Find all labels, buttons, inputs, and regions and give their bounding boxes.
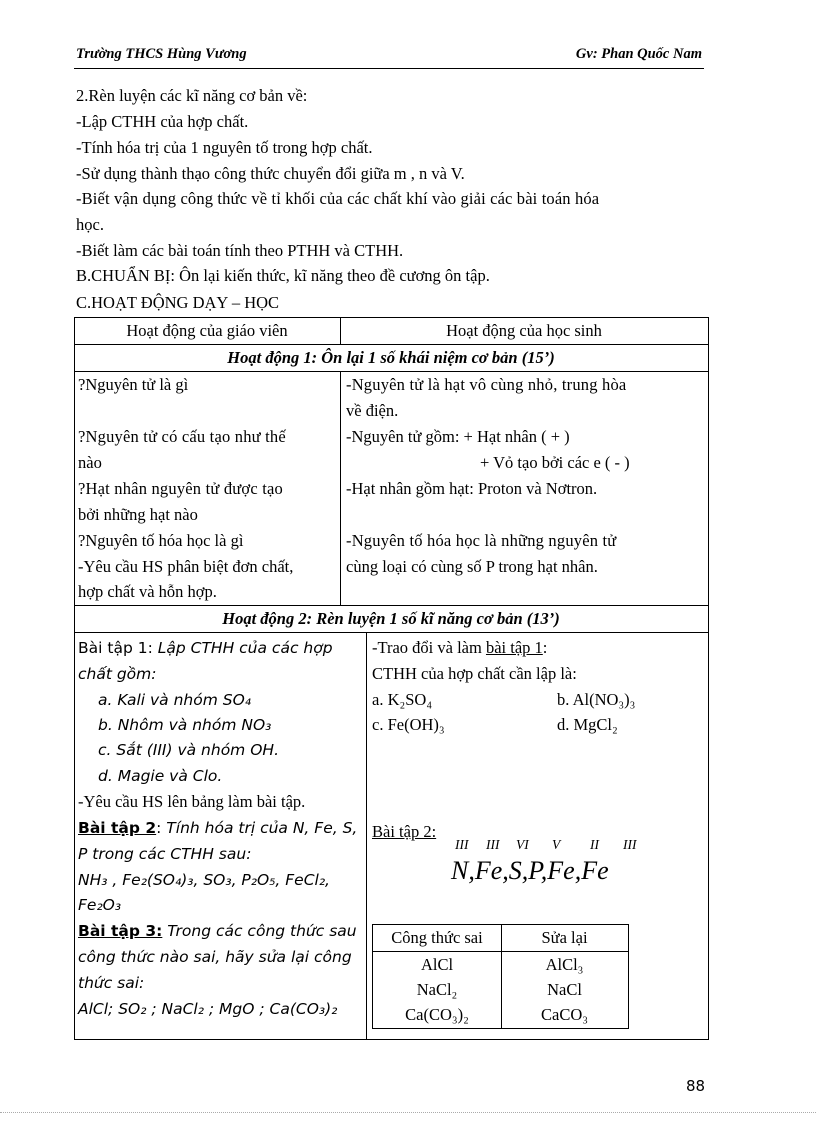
element-symbol: S bbox=[508, 856, 522, 885]
exercise-1-ref: bài tập 1 bbox=[485, 638, 543, 657]
exercise-2-answer-label: Bài tập 2: bbox=[372, 822, 437, 841]
column-header-teacher: Hoạt động của giáo viên bbox=[126, 321, 288, 340]
exercise-3-label: Bài tập 3: bbox=[78, 922, 163, 940]
exercise-2-text: P trong các CTHH sau: bbox=[78, 845, 252, 863]
column-header-student: Hoạt động của học sinh bbox=[446, 321, 602, 340]
skill-item: -Sử dụng thành thạo công thức chuyển đổi giữa m , n và V. bbox=[76, 164, 465, 183]
table-rule bbox=[74, 632, 708, 633]
exercise-1-answer: d. MgCl₂ bbox=[557, 715, 618, 734]
teacher-question: ?Nguyên tử là gì bbox=[78, 375, 189, 394]
element-symbol: P bbox=[528, 856, 541, 885]
teacher-question: ?Nguyên tử có cấu tạo như thế bbox=[78, 427, 286, 446]
wrong-formula: NaCl₂ bbox=[416, 980, 458, 999]
exercise-1-answer-intro bbox=[372, 635, 547, 661]
exercise-2-formulas: NH₃ , Fe₂(SO₄)₃, SO₃, P₂O₅, FeCl₂, bbox=[78, 871, 330, 889]
teacher-question: hợp chất và hỗn hợp. bbox=[78, 582, 217, 601]
student-answer: -Nguyên tử gồm: + Hạt nhân ( + ) bbox=[346, 427, 570, 446]
exercise-2-label: Bài tập 2 bbox=[78, 819, 157, 837]
valence-label: VI bbox=[516, 837, 529, 852]
lesson-table bbox=[74, 317, 708, 1040]
skill-item: học. bbox=[76, 215, 104, 234]
exercise-1-prompt bbox=[78, 635, 333, 661]
correction-table bbox=[372, 924, 629, 1029]
answer-colon: : bbox=[542, 638, 548, 657]
activity-1-title: Hoạt động 1: Ôn lại 1 số khái niệm cơ bản (15’) bbox=[227, 348, 555, 367]
table-rule bbox=[74, 1039, 708, 1040]
student-answer: -Nguyên tố hóa học là những nguyên tử bbox=[346, 531, 617, 550]
exercise-1-label: Bài tập 1: bbox=[78, 639, 153, 657]
correction-header-fix: Sửa lại bbox=[541, 928, 588, 947]
element-symbol: Fe bbox=[547, 856, 575, 885]
wrong-formula: AlCl bbox=[420, 955, 454, 974]
fixed-formula: NaCl bbox=[547, 980, 582, 999]
exercise-2-text: Tính hóa trị của N, Fe, S, bbox=[161, 819, 358, 837]
preparation-text: Ôn lại kiến thức, kĩ năng theo đề cương ôn tập. bbox=[175, 266, 490, 285]
exercise-3-prompt bbox=[78, 918, 357, 944]
exercise-1-answer: c. Fe(OH)₃ bbox=[372, 715, 445, 734]
preparation-label: B.CHUẨN BỊ: bbox=[76, 266, 176, 285]
skill-item: -Tính hóa trị của 1 nguyên tố trong hợp chất. bbox=[76, 138, 373, 157]
skill-item: -Biết làm các bài toán tính theo PTHH và CTHH. bbox=[76, 241, 404, 260]
exercise-1-request: -Yêu cầu HS lên bảng làm bài tập. bbox=[78, 792, 306, 811]
student-answer: + Vỏ tạo bởi các e ( - ) bbox=[480, 453, 630, 472]
exercise-1-text: Lập CTHH của các hợp bbox=[152, 639, 333, 657]
exercise-3-text: thức sai: bbox=[78, 974, 145, 992]
fixed-formula: AlCl₃ bbox=[545, 955, 584, 974]
exercise-1-item: b. Nhôm và nhóm NO₃ bbox=[98, 716, 272, 734]
exercise-3-text: Trong các công thức sau bbox=[162, 922, 357, 940]
correction-header-wrong: Công thức sai bbox=[391, 928, 483, 947]
valence-label: III bbox=[486, 837, 500, 852]
element-symbol: Fe bbox=[581, 856, 609, 885]
preparation-line bbox=[76, 266, 490, 286]
activity-2-title: Hoạt động 2: Rèn luyện 1 số kĩ năng cơ bản (13’) bbox=[222, 609, 560, 628]
teacher-name: Gv: Phan Quốc Nam bbox=[575, 46, 702, 62]
element-symbol: N bbox=[451, 856, 469, 885]
teacher-question: ?Nguyên tố hóa học là gì bbox=[78, 531, 244, 550]
exercise-1-answer-line: CTHH của hợp chất cần lập là: bbox=[372, 664, 577, 683]
skills-heading: 2.Rèn luyện các kĩ năng cơ bản về: bbox=[76, 86, 308, 105]
valence-label: III bbox=[623, 837, 637, 852]
exercise-1-text: chất gồm: bbox=[78, 665, 157, 683]
exercise-1-item: a. Kali và nhóm SO₄ bbox=[98, 691, 252, 709]
exercise-1-answer: a. K₂SO₄ bbox=[372, 690, 433, 709]
table-rule bbox=[366, 632, 367, 1039]
school-name: Trường THCS Hùng Vương bbox=[76, 46, 247, 62]
exercise-2-colon: : bbox=[156, 819, 162, 837]
page-header bbox=[74, 44, 704, 69]
fixed-formula: CaCO₃ bbox=[540, 1005, 588, 1024]
exercise-1-answer: b. Al(NO₃)₃ bbox=[557, 690, 636, 709]
teacher-question: bởi những hạt nào bbox=[78, 505, 198, 524]
exercise-2-formulas: Fe₂O₃ bbox=[78, 896, 122, 914]
table-rule bbox=[340, 371, 341, 605]
skill-item: -Lập CTHH của hợp chất. bbox=[76, 112, 249, 131]
wrong-formula: Ca(CO₃)₂ bbox=[405, 1005, 469, 1024]
teacher-question: ?Hạt nhân nguyên tử được tạo bbox=[78, 479, 283, 498]
student-answer: -Nguyên tử là hạt vô cùng nhỏ, trung hòa bbox=[346, 375, 627, 394]
exercise-1-item: c. Sắt (III) và nhóm OH. bbox=[98, 741, 279, 759]
valence-label: III bbox=[455, 837, 469, 852]
student-answer: về điện. bbox=[346, 401, 399, 420]
exercise-1-item: d. Magie và Clo. bbox=[98, 767, 223, 785]
element-symbol: Fe bbox=[474, 856, 503, 885]
page-number: 88 bbox=[686, 1077, 706, 1095]
exercise-3-formulas: AlCl; SO₂ ; NaCl₂ ; MgO ; Ca(CO₃)₂ bbox=[78, 1000, 338, 1018]
skill-item: -Biết vận dụng công thức về tỉ khối của các chất khí vào giải các bài toán hóa bbox=[76, 189, 600, 208]
answer-intro-text: -Trao đổi và làm bbox=[372, 638, 486, 657]
table-rule bbox=[708, 317, 709, 1040]
valence-label: V bbox=[552, 837, 561, 852]
page-bottom-rule bbox=[0, 1112, 816, 1113]
exercise-3-text: công thức nào sai, hãy sửa lại công bbox=[78, 948, 352, 966]
exercise-2-prompt bbox=[78, 815, 357, 841]
student-answer: -Hạt nhân gồm hạt: Proton và Nơtron. bbox=[346, 479, 598, 498]
teacher-question: -Yêu cầu HS phân biệt đơn chất, bbox=[78, 557, 294, 576]
activities-heading: C.HOẠT ĐỘNG DẠY – HỌC bbox=[76, 293, 280, 312]
valence-label: II bbox=[590, 837, 599, 852]
teacher-question: nào bbox=[78, 453, 102, 472]
valence-formula: N,Fe,S,P,Fe,Fe bbox=[451, 856, 609, 885]
student-answer: cùng loại có cùng số P trong hạt nhân. bbox=[346, 557, 598, 576]
table-rule bbox=[74, 317, 75, 1040]
